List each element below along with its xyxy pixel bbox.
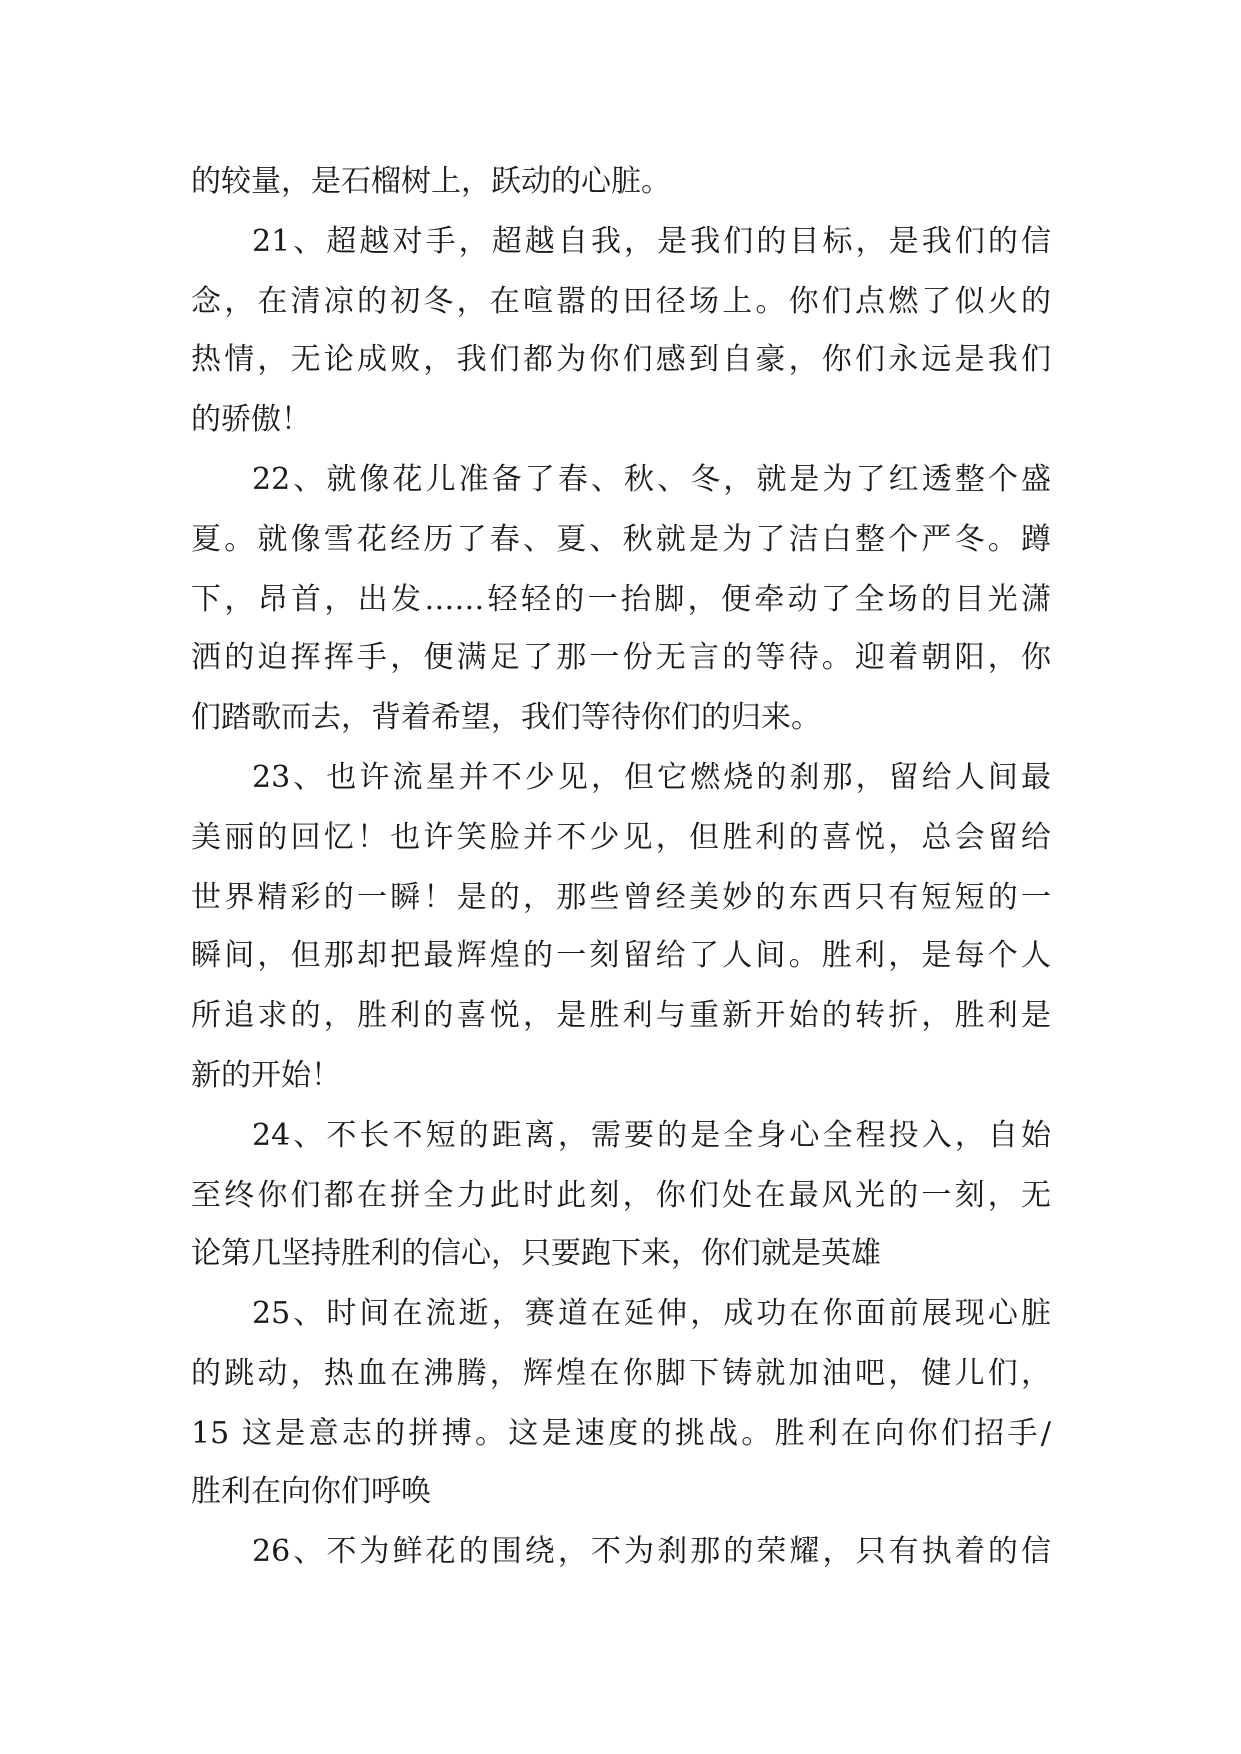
text-line: 的跳动，热血在沸腾，辉煌在你脚下铸就加油吧，健儿们， [191, 1356, 1051, 1391]
paragraph-25-line: 25、时间在流逝，赛道在延伸，成功在你面前展现心脏 [252, 1296, 1051, 1331]
text-line: 所追求的，胜利的喜悦，是胜利与重新开始的转折，胜利是 [191, 998, 1051, 1033]
paragraph-23-line: 23、也许流星并不少见，但它燃烧的刹那，留给人间最 [252, 760, 1051, 795]
paragraph-24-line: 24、不长不短的距离，需要的是全身心全程投入，自始 [252, 1118, 1051, 1153]
text-line: 夏。就像雪花经历了春、夏、秋就是为了洁白整个严冬。蹲 [191, 522, 1051, 557]
text-line: 热情，无论成败，我们都为你们感到自豪，你们永远是我们 [191, 342, 1051, 377]
text-line: 洒的迫挥挥手，便满足了那一份无言的等待。迎着朝阳，你 [191, 640, 1051, 675]
paragraph-21-line: 21、超越对手，超越自我，是我们的目标，是我们的信 [252, 224, 1051, 259]
text-line: 念，在清凉的初冬，在喧嚣的田径场上。你们点燃了似火的 [191, 284, 1051, 319]
text-line: 下，昂首，出发……轻轻的一抬脚，便牵动了全场的目光潇 [191, 582, 1051, 617]
text-line: 美丽的回忆！也许笑脸并不少见，但胜利的喜悦，总会留给 [191, 820, 1051, 855]
text-line: 15 这是意志的拼搏。这是速度的挑战。胜利在向你们招手/ [191, 1416, 1051, 1451]
text-line: 胜利在向你们呼唤 [191, 1474, 431, 1509]
text-line: 瞬间，但那却把最辉煌的一刻留给了人间。胜利，是每个人 [191, 938, 1051, 973]
text-line: 们踏歌而去，背着希望，我们等待你们的归来。 [191, 700, 821, 735]
text-line: 的较量，是石榴树上，跃动的心脏。 [191, 164, 671, 199]
text-line: 至终你们都在拼全力此时此刻，你们处在最风光的一刻，无 [191, 1178, 1051, 1213]
text-line: 世界精彩的一瞬！是的，那些曾经美妙的东西只有短短的一 [191, 880, 1051, 915]
paragraph-22-line: 22、就像花儿准备了春、秋、冬，就是为了红透整个盛 [252, 462, 1051, 497]
text-line: 论第几坚持胜利的信心，只要跑下来，你们就是英雄 [191, 1236, 881, 1271]
text-line: 的骄傲！ [191, 402, 311, 437]
paragraph-26-line: 26、不为鲜花的围绕，不为刹那的荣耀，只有执着的信 [252, 1534, 1051, 1569]
text-line: 新的开始！ [191, 1058, 341, 1093]
